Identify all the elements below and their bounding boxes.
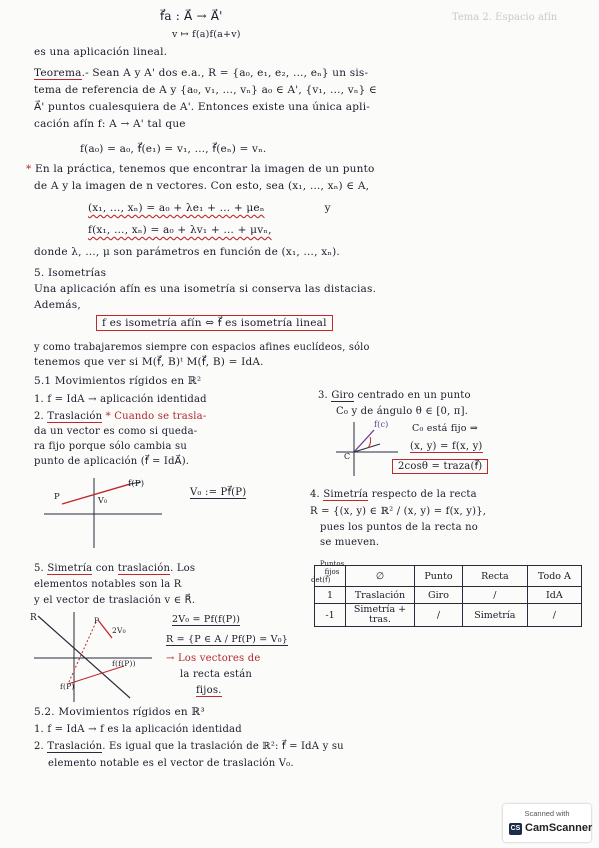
point-label: P	[54, 492, 60, 502]
table-header-cell: Todo A	[527, 566, 581, 587]
theorem-condition: f(a₀) = a₀, f⃗(e₁) = v₁, …, f⃗(eₙ) = vₙ.	[80, 143, 267, 155]
translation-vector	[98, 620, 112, 638]
theorem-title: Teorema	[34, 67, 82, 79]
text-line: y como trabajaremos siempre con espacios afines euclídeos, sólo	[34, 342, 370, 353]
reflection-segment	[68, 622, 96, 684]
text-line: tema de referencia de A y {a₀, v₁, …, vₙ} a₀ ∈ A', {v₁, …, vₙ} ∈	[34, 84, 377, 96]
table-cell: -1	[315, 604, 346, 627]
table-cell: IdA	[527, 587, 581, 604]
table-header-row	[315, 566, 582, 587]
bleed-through-text: Tema 2. Espacio afín	[452, 12, 558, 23]
watermark-caption: Scanned with	[524, 809, 570, 818]
asterisk-mark: *	[26, 163, 32, 175]
table-cell: Simetría	[462, 604, 527, 627]
scanner-watermark	[503, 804, 591, 842]
subsection-heading: 5.2. Movimientos rígidos en ℝ³	[34, 706, 205, 718]
text-line: Además,	[34, 299, 81, 311]
table-cell: /	[415, 604, 463, 627]
vector-label: 2V₀	[112, 626, 126, 635]
item-identity-3d: 1. f = IdA → f es la aplicación identidad	[34, 724, 242, 735]
subsection-heading: 5.1 Movimientos rígidos en ℝ²	[34, 375, 202, 387]
text-line: C₀ está fijo ⇒	[412, 423, 479, 434]
map-rule: v ↦ f(a)f(a+v)	[172, 29, 241, 40]
camscanner-logo-icon: CS	[509, 823, 522, 835]
text-line: tenemos que ver si M(f⃗, B)ᵗ M(f⃗, B) = IdA.	[34, 356, 264, 368]
formula-line: (x₁, …, xₙ) = a₀ + λe₁ + … + μeₙ y	[88, 202, 331, 214]
table-cell: Simetría + tras.	[346, 604, 415, 627]
item-translation: 2. Traslación * Cuando se trasla-	[34, 411, 207, 422]
text-line: y el vector de traslación v ∈ R⃗.	[34, 595, 196, 606]
text-line: A⃗' puntos cualesquiera de A'. Entonces existe una única apli-	[34, 101, 371, 113]
text-line: Una aplicación afín es una isometría si conserva las distacias.	[34, 283, 377, 295]
center-label: C	[344, 452, 351, 461]
text-line: pues los puntos de la recta no	[320, 522, 478, 533]
text-line: la recta están	[180, 669, 253, 680]
rotated-point-label: f(c)	[374, 420, 389, 429]
watermark-brand: CamScanner	[525, 822, 593, 834]
table-cell: /	[462, 587, 527, 604]
boxed-equivalence: f es isometría afín ⇔ f⃗ es isometría lineal	[96, 317, 333, 330]
map-definition: f⃗a : A⃗ → A⃗'	[160, 9, 223, 23]
section-heading: 5. Isometrías	[34, 267, 107, 279]
item-glide-reflection: 5. Simetría con traslación. Los	[34, 563, 196, 574]
formula-line: f(x₁, …, xₙ) = a₀ + λv₁ + … + μvₙ,	[88, 224, 272, 236]
table-header-cell: ∅	[346, 566, 415, 587]
angle-arc	[368, 437, 371, 448]
image-point-label: f(P)	[60, 682, 75, 691]
table-row	[315, 587, 582, 604]
vector-label: V₀	[98, 496, 108, 505]
item-rotation: 3. Giro centrado en un punto	[318, 390, 471, 401]
item-identity: 1. f = IdA → aplicación identidad	[34, 394, 207, 405]
text-line: donde λ, …, μ son parámetros en función de (x₁, …, xₙ).	[34, 246, 340, 258]
text-line: da un vector es como si queda-	[34, 426, 198, 437]
table-row	[315, 604, 582, 627]
rotation-diagram	[334, 418, 404, 478]
text-line: elemento notable es el vector de traslación V₀.	[48, 758, 294, 769]
rotation-trace-formula: 2cosθ = traza(f⃗)	[392, 460, 488, 473]
rotation-fixed-point: (x, y) = f(x, y)	[410, 441, 483, 452]
text-line: C₀ y de ángulo θ ∈ [0, π].	[336, 406, 469, 417]
table-header-cell: Punto	[415, 566, 463, 587]
symmetry-line-set: R = {(x, y) ∈ ℝ² / (x, y) = f(x, y)},	[310, 506, 487, 517]
translation-vector	[62, 484, 130, 504]
glide-vector-formula: 2V₀ = Pf(f(P))	[172, 614, 241, 625]
line-label: R	[30, 613, 37, 623]
table-corner-cell: Puntos fijos det(f⃗)	[315, 566, 346, 587]
translation-vector-formula: V₀ := Pf⃗(P)	[190, 487, 247, 498]
text-line: cación afín f: A → A' tal que	[34, 118, 186, 130]
text-line: ra fijo porque sólo cambia su	[34, 441, 187, 452]
note-line: * En la práctica, tenemos que encontrar la imagen de un punto	[26, 163, 375, 175]
translation-diagram	[44, 478, 164, 548]
table-cell: Giro	[415, 587, 463, 604]
image-point-label: f(P)	[128, 479, 145, 489]
item-symmetry: 4. Simetría respecto de la recta	[310, 489, 477, 500]
theorem-line: Teorema.- Sean A y A' dos e.a., R = {a₀, e₁, e₂, …, eₙ} un sis-	[34, 67, 369, 79]
table-cell: /	[527, 604, 581, 627]
table-header-cell: Recta	[462, 566, 527, 587]
table-cell: 1	[315, 587, 346, 604]
text-line: se mueven.	[320, 537, 380, 548]
text-line: elementos notables son la R	[34, 579, 182, 590]
note-line: → Los vectores de	[166, 653, 261, 664]
text-line: fijos.	[196, 685, 222, 696]
text-line: de A y la imagen de n vectores. Con esto, sea (x₁, …, xₙ) ∈ A,	[34, 180, 370, 192]
classification-table	[311, 560, 582, 627]
text-line: es una aplicación lineal.	[34, 46, 168, 58]
glide-line-set: R = {P ∈ A / Pf(P) = V₀}	[166, 634, 288, 645]
image-point-label: f(f(P))	[112, 659, 136, 668]
table-cell: Traslación	[346, 587, 415, 604]
text-line: punto de aplicación (f⃗ = IdA⃗).	[34, 456, 190, 467]
item-translation-3d: 2. Traslación. Es igual que la traslación de ℝ²: f⃗ = IdA y su	[34, 741, 344, 752]
point-label: P	[94, 616, 100, 625]
